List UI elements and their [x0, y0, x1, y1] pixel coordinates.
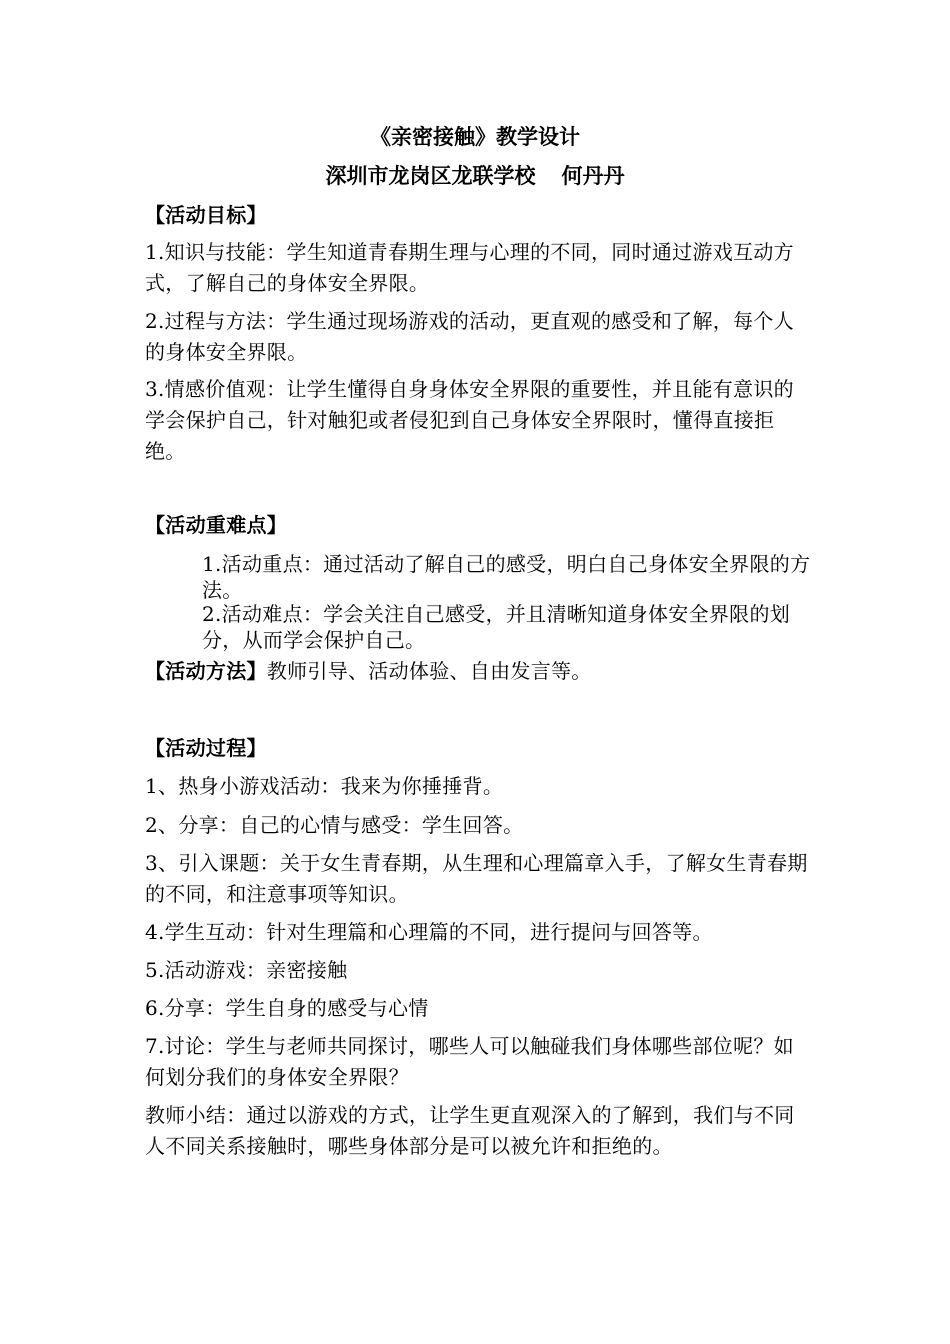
- process-item-6: 6.分享：学生自身的感受与心情: [145, 996, 429, 1020]
- method-heading: 【活动方法】: [145, 659, 267, 683]
- process-item-2: 2、分享：自己的心情与感受：学生回答。: [145, 813, 524, 837]
- document-title: 《亲密接触》教学设计: [370, 124, 580, 149]
- method-text: 教师引导、活动体验、自由发言等。: [266, 659, 592, 683]
- keypoints-item-2: 2.活动难点：学会关注自己感受，并且清晰知道身体安全界限的划分，从而学会保护自己。: [202, 602, 791, 652]
- goals-item-3: 3.情感价值观：让学生懂得自身身体安全界限的重要性，并且能有意识的学会保护自己，针对触犯或者侵犯到自己身体安全界限时，懂得直接拒绝。: [145, 377, 794, 463]
- process-item-7: 7.讨论：学生与老师共同探讨，哪些人可以触碰我们身体哪些部位呢？如何划分我们的身体安全界限？: [145, 1034, 794, 1089]
- author-name: 何丹丹: [561, 163, 625, 188]
- process-heading: 【活动过程】: [145, 736, 267, 760]
- process-item-5: 5.活动游戏：亲密接触: [145, 958, 348, 982]
- document-subtitle: [0, 161, 950, 191]
- process-item-1: 1、热身小游戏活动：我来为你捶捶背。: [145, 774, 504, 798]
- keypoints-heading: 【活动重难点】: [145, 513, 288, 537]
- goals-heading: 【活动目标】: [145, 203, 267, 227]
- teacher-summary: 教师小结：通过以游戏的方式，让学生更直观深入的了解到，我们与不同人不同关系接触时，哪些身体部分是可以被允许和拒绝的。: [145, 1103, 795, 1158]
- method-paragraph: [145, 656, 813, 687]
- process-item-4: 4.学生互动：针对生理篇和心理篇的不同，进行提问与回答等。: [145, 920, 713, 944]
- keypoints-item-1: 1.活动重点：通过活动了解自己的感受，明白自己身体安全界限的方法。: [202, 552, 811, 602]
- goals-item-1: 1.知识与技能：学生知道青春期生理与心理的不同，同时通过游戏互动方式，了解自己的身体安全界限。: [145, 240, 794, 295]
- school-name: 深圳市龙岗区龙联学校: [325, 163, 536, 188]
- goals-item-2: 2.过程与方法：学生通过现场游戏的活动，更直观的感受和了解，每个人的身体安全界限。: [145, 309, 794, 364]
- process-item-3: 3、引入课题：关于女生青春期，从生理和心理篇章入手，了解女生青春期的不同，和注意事项等知识。: [145, 851, 808, 906]
